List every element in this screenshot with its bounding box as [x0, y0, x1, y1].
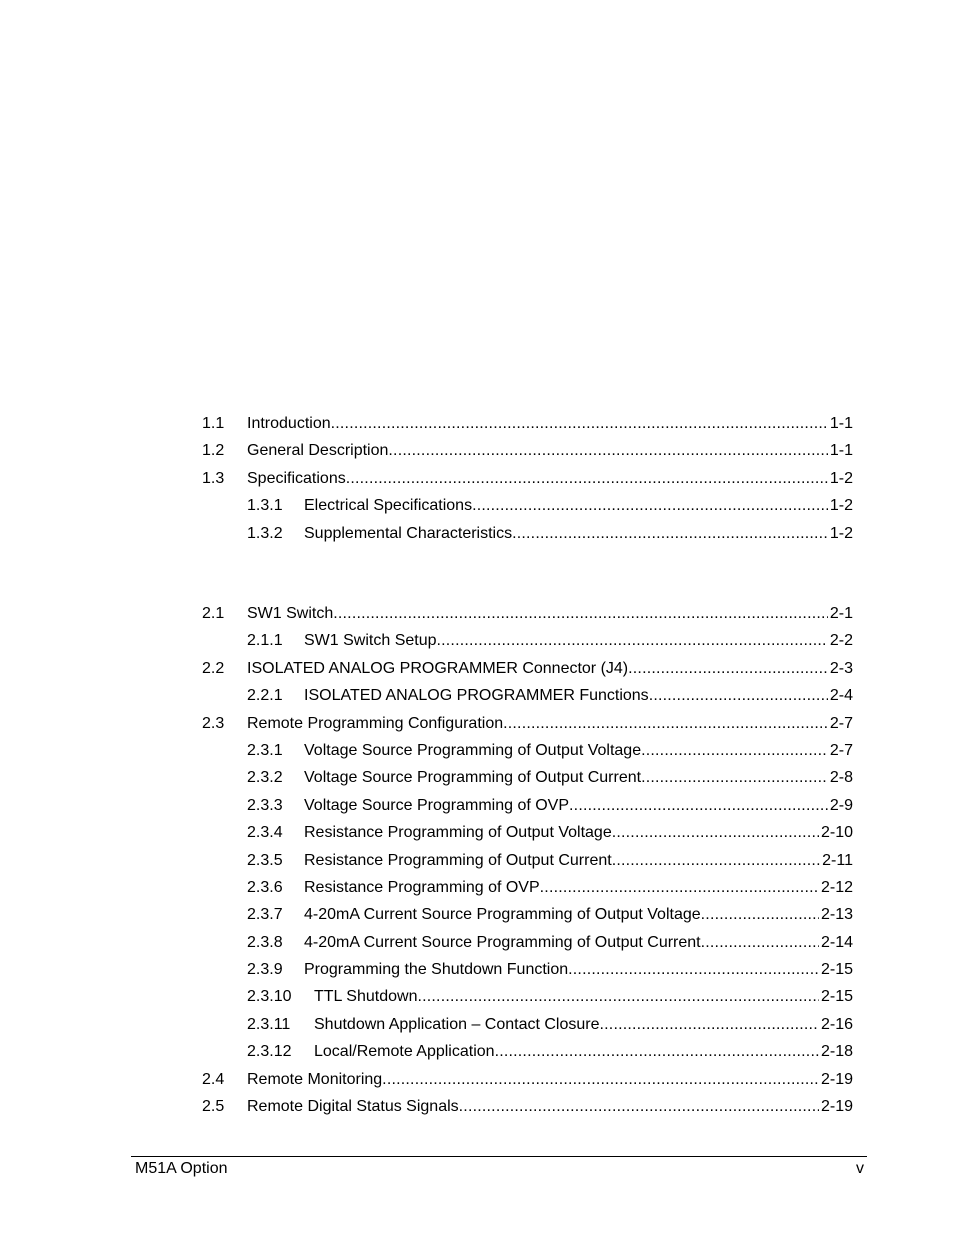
toc-entry-line — [304, 492, 853, 519]
toc-entry-page: 2-19 — [820, 1070, 853, 1088]
toc-entry[interactable] — [0, 520, 954, 547]
toc-entry-title: Remote Digital Status Signals — [247, 1098, 459, 1116]
toc-entry-line — [304, 627, 853, 654]
toc-entry-line — [304, 792, 853, 819]
toc-dot-leader — [641, 764, 828, 791]
toc-entry[interactable] — [0, 764, 954, 791]
toc-entry-page: 2-7 — [829, 741, 853, 759]
toc-entry-title: Remote Programming Configuration — [247, 714, 504, 732]
toc-entry-page: 2-4 — [829, 687, 853, 705]
toc-entry-number: 2.3.2 — [247, 769, 283, 787]
toc-dot-leader — [701, 901, 819, 928]
toc-entry-title: 4-20mA Current Source Programming of Output Current — [304, 933, 701, 951]
toc-dot-leader — [417, 983, 819, 1010]
toc-dot-leader — [459, 1093, 819, 1120]
toc-entry[interactable] — [0, 1011, 954, 1038]
toc-dot-leader — [628, 655, 828, 682]
toc-entry-page: 2-11 — [822, 851, 853, 869]
toc-entry-title: Voltage Source Programming of Output Voltage — [304, 741, 642, 759]
toc-entry-number: 2.3.5 — [247, 851, 283, 869]
toc-entry-number: 2.3.6 — [247, 878, 283, 896]
toc-entry[interactable] — [0, 465, 954, 492]
toc-entry-line — [304, 682, 853, 709]
toc-entry-line — [314, 1011, 853, 1038]
toc-entry-page: 2-12 — [820, 878, 853, 896]
toc-entry-number: 2.3.9 — [247, 961, 283, 979]
toc-entry-number: 2.3.3 — [247, 796, 283, 814]
toc-entry[interactable] — [0, 492, 954, 519]
toc-entry-page: 2-1 — [829, 605, 853, 622]
toc-entry-title: General Description — [247, 442, 389, 460]
toc-entry-number: 2.3.11 — [247, 1015, 291, 1033]
toc-dot-leader — [382, 1066, 819, 1093]
toc-entry-line — [304, 764, 853, 791]
toc-dot-leader — [612, 819, 819, 846]
toc-entry-page: 2-18 — [820, 1043, 853, 1061]
toc-entry-number: 2.3.8 — [247, 933, 283, 951]
toc-entry-title: Shutdown Application – Contact Closure — [314, 1015, 600, 1033]
toc-dot-leader — [333, 600, 828, 627]
toc-entry-number: 2.2.1 — [247, 687, 283, 705]
toc-entry-title: Local/Remote Application — [314, 1043, 495, 1061]
toc-entry[interactable] — [0, 819, 954, 846]
toc-entry-number: 2.1.1 — [247, 632, 283, 650]
toc-entry-line — [247, 1093, 853, 1120]
toc-entry-line — [247, 465, 853, 492]
toc-dot-leader — [388, 437, 827, 464]
toc-entry[interactable] — [0, 437, 954, 464]
toc-dot-leader — [612, 847, 820, 874]
toc-entry-page: 1-2 — [829, 497, 853, 515]
toc-entry-line — [314, 1038, 853, 1065]
toc-entry[interactable] — [0, 410, 954, 437]
toc-entry[interactable] — [0, 929, 954, 956]
toc-entry-page: 2-9 — [829, 796, 853, 814]
toc-entry-page: 2-7 — [829, 714, 853, 732]
toc-entry-page: 1-2 — [829, 469, 853, 487]
toc-entry-number: 2.1 — [202, 605, 225, 622]
toc-entry-page: 2-16 — [820, 1015, 853, 1033]
toc-entry-number: 1.1 — [202, 415, 225, 432]
toc-dot-leader — [331, 410, 828, 437]
toc-entry-line — [247, 710, 853, 737]
toc-entry-title: 4-20mA Current Source Programming of Output Voltage — [304, 906, 701, 924]
toc-entry-line — [247, 1066, 853, 1093]
toc-entry[interactable] — [0, 682, 954, 709]
toc-dot-leader — [641, 737, 828, 764]
toc-section-2 — [0, 600, 954, 1120]
toc-entry-title: TTL Shutdown — [314, 988, 418, 1006]
toc-entry-number: 2.3.10 — [247, 988, 292, 1006]
toc-entry-title: SW1 Switch — [247, 605, 334, 622]
toc-entry-number: 2.3 — [202, 714, 225, 732]
toc-entry[interactable] — [0, 983, 954, 1010]
toc-entry-number: 2.5 — [202, 1098, 225, 1116]
toc-entry-title: ISOLATED ANALOG PROGRAMMER Connector (J4) — [247, 659, 629, 677]
toc-entry-title: ISOLATED ANALOG PROGRAMMER Functions — [304, 687, 649, 705]
toc-entry-number: 2.3.1 — [247, 741, 283, 759]
toc-section-1 — [0, 410, 954, 547]
toc-entry-line — [304, 819, 853, 846]
toc-entry-line — [304, 737, 853, 764]
toc-entry-line — [247, 437, 853, 464]
toc-dot-leader — [540, 874, 819, 901]
toc-entry-line — [304, 520, 853, 547]
toc-entry-title: Resistance Programming of Output Current — [304, 851, 612, 869]
toc-entry-line — [304, 847, 853, 874]
toc-entry-number: 2.4 — [202, 1070, 225, 1088]
toc-entry-title: Voltage Source Programming of Output Current — [304, 769, 642, 787]
toc-entry[interactable] — [0, 1038, 954, 1065]
toc-entry[interactable] — [0, 1066, 954, 1093]
toc-entry-page: 2-10 — [820, 824, 853, 842]
toc-entry-page: 1-2 — [829, 524, 853, 542]
toc-entry-title: Supplemental Characteristics — [304, 524, 513, 542]
toc-entry-title: Voltage Source Programming of OVP — [304, 796, 570, 814]
toc-entry-page: 2-15 — [820, 988, 853, 1006]
toc-entry-line — [247, 655, 853, 682]
toc-dot-leader — [600, 1011, 819, 1038]
toc-entry-number: 1.3 — [202, 469, 225, 487]
toc-entry[interactable] — [0, 956, 954, 983]
toc-dot-leader — [495, 1038, 819, 1065]
toc-entry-page: 1-1 — [829, 442, 853, 460]
toc-entry-page: 2-14 — [820, 933, 853, 951]
toc-entry-page: 2-8 — [829, 769, 853, 787]
toc-entry-number: 1.3.2 — [247, 524, 283, 542]
toc-entry-number: 1.2 — [202, 442, 225, 460]
toc-entry-line — [304, 956, 853, 983]
toc-entry-title: Remote Monitoring — [247, 1070, 383, 1088]
toc-entry-page: 2-3 — [829, 659, 853, 677]
toc-entry-line — [314, 983, 853, 1010]
toc-dot-leader — [346, 465, 828, 492]
toc-entry[interactable] — [0, 655, 954, 682]
toc-dot-leader — [503, 710, 828, 737]
toc-entry-title: Introduction — [247, 415, 331, 432]
toc-dot-leader — [701, 929, 819, 956]
toc-entry-number: 2.3.7 — [247, 906, 283, 924]
footer-page-number: v — [856, 1160, 864, 1177]
toc-entry-number: 2.3.12 — [247, 1043, 292, 1061]
toc-entry[interactable] — [0, 901, 954, 928]
toc-entry-line — [304, 901, 853, 928]
toc-entry[interactable] — [0, 874, 954, 901]
toc-entry-title: Programming the Shutdown Function — [304, 961, 569, 979]
toc-entry-number: 2.3.4 — [247, 824, 283, 842]
toc-entry-title: Electrical Specifications — [304, 497, 473, 515]
toc-entry-page: 1-1 — [829, 415, 853, 432]
toc-entry[interactable] — [0, 710, 954, 737]
toc-entry[interactable] — [0, 627, 954, 654]
toc-entry-page: 2-13 — [820, 906, 853, 924]
toc-entry-page: 2-2 — [829, 632, 853, 650]
toc-entry-title: Resistance Programming of OVP — [304, 878, 540, 896]
toc-dot-leader — [472, 492, 828, 519]
toc-dot-leader — [569, 792, 828, 819]
toc-entry-page: 2-15 — [820, 961, 853, 979]
toc-entry-number: 2.2 — [202, 659, 225, 677]
toc-entry[interactable] — [0, 1093, 954, 1120]
toc-dot-leader — [512, 520, 828, 547]
toc-entry-title: Resistance Programming of Output Voltage — [304, 824, 612, 842]
footer-divider — [131, 1156, 867, 1157]
toc-entry[interactable] — [0, 600, 954, 627]
footer-document-title: M51A Option — [135, 1160, 228, 1177]
toc-entry[interactable] — [0, 737, 954, 764]
toc-entry-line — [304, 929, 853, 956]
toc-entry[interactable] — [0, 847, 954, 874]
toc-entry-title: Specifications — [247, 469, 346, 487]
toc-entry-page: 2-19 — [820, 1098, 853, 1116]
toc-entry-number: 1.3.1 — [247, 497, 283, 515]
toc-entry-line — [247, 410, 853, 437]
toc-entry-line — [247, 600, 853, 627]
toc-dot-leader — [437, 627, 828, 654]
toc-entry-line — [304, 874, 853, 901]
toc-entry[interactable] — [0, 792, 954, 819]
toc-entry-title: SW1 Switch Setup — [304, 632, 437, 650]
toc-dot-leader — [649, 682, 828, 709]
toc-dot-leader — [568, 956, 819, 983]
